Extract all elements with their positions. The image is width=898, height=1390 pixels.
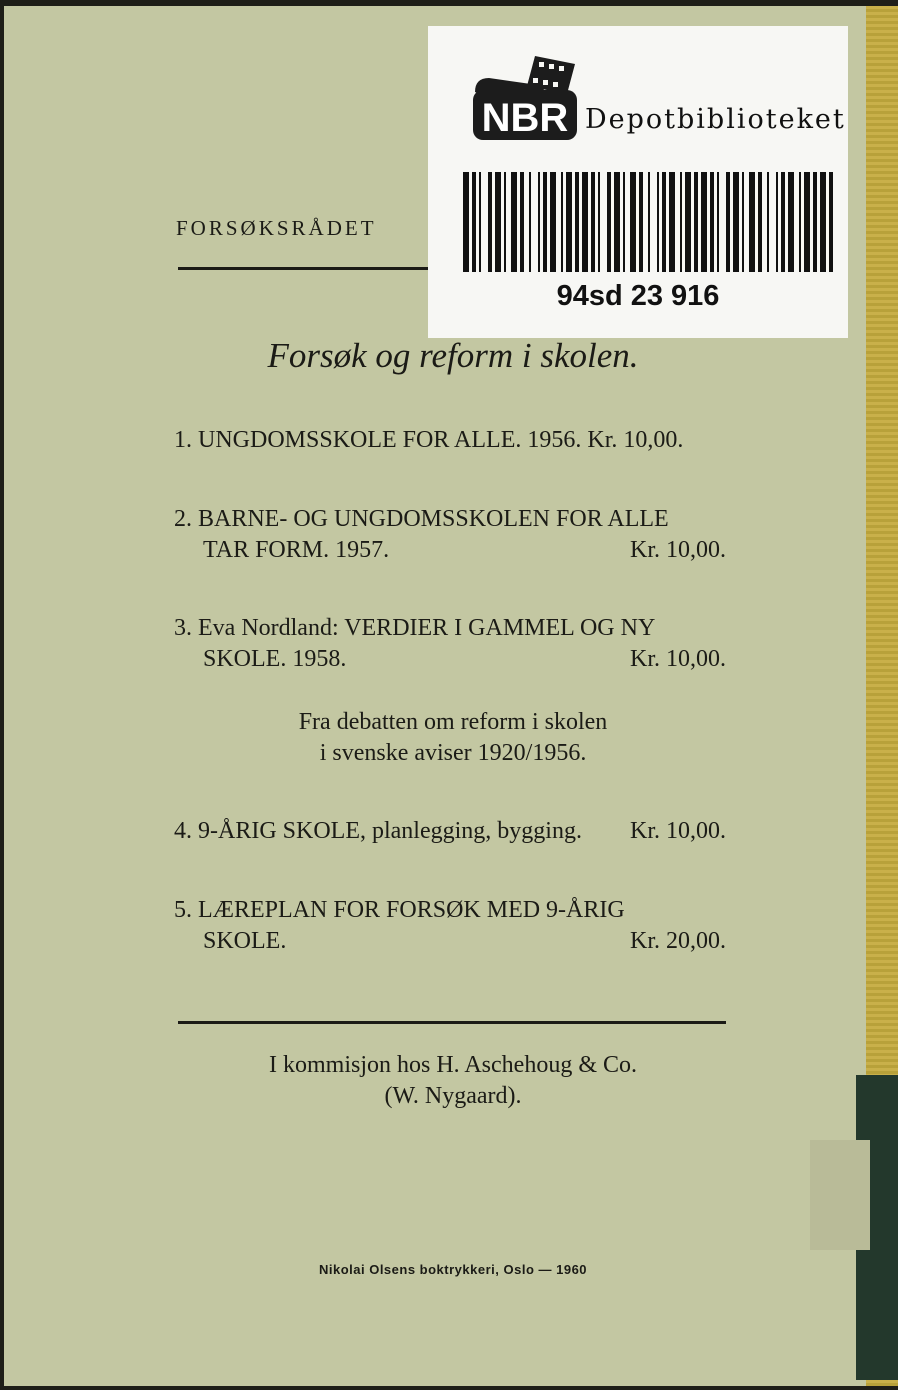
publisher-line: I kommisjon hos H. Aschehoug & Co. [268, 1052, 637, 1078]
series-title: Forsøk og reform i skolen. [267, 336, 639, 375]
council-name: FORSØKSRÅDET [176, 216, 377, 240]
debate-note [180, 707, 726, 769]
publisher-note [180, 1050, 726, 1112]
nbr-logo [467, 52, 579, 142]
book-item-price: Kr. 10,00. [630, 646, 726, 672]
book-item-text: 5. LÆREPLAN FOR FORSØK MED 9-ÅRIG [174, 897, 625, 923]
spine-label-patch [810, 1140, 870, 1250]
book-item-price: Kr. 10,00. [630, 537, 726, 563]
book-item-text: 4. 9-ÅRIG SKOLE, planlegging, bygging. [174, 818, 582, 844]
publisher-line: (W. Nygaard). [384, 1083, 522, 1109]
book-item-text: TAR FORM. 1957. [203, 537, 390, 563]
divider-long [178, 1021, 726, 1024]
book-item-text: 1. UNGDOMSSKOLE FOR ALLE. 1956. Kr. 10,00. [174, 427, 684, 453]
book-item-5 [174, 895, 726, 957]
book-item-price: Kr. 20,00. [630, 928, 726, 954]
debate-line: i svenske aviser 1920/1956. [319, 740, 587, 766]
book-item-4 [174, 816, 726, 847]
printer-imprint: Nikolai Olsens boktrykkeri, Oslo — 1960 [318, 1262, 588, 1277]
divider-short [178, 267, 428, 270]
library-name: Depotbiblioteket [585, 104, 846, 135]
book-item-text: SKOLE. [203, 928, 287, 954]
logo-letters: NBR [481, 96, 569, 140]
book-item-price: Kr. 10,00. [630, 818, 726, 844]
book-item-text: 3. Eva Nordland: VERDIER I GAMMEL OG NY [174, 615, 656, 641]
book-item-text: 2. BARNE- OG UNGDOMSSKOLEN FOR ALLE [174, 506, 669, 532]
call-number: 94sd 23 916 [556, 280, 720, 312]
barcode [463, 172, 835, 272]
book-item-1 [174, 425, 726, 456]
debate-line: Fra debatten om reform i skolen [298, 709, 608, 735]
book-item-3 [174, 613, 726, 675]
book-item-2 [174, 504, 726, 566]
book-item-text: SKOLE. 1958. [203, 646, 347, 672]
